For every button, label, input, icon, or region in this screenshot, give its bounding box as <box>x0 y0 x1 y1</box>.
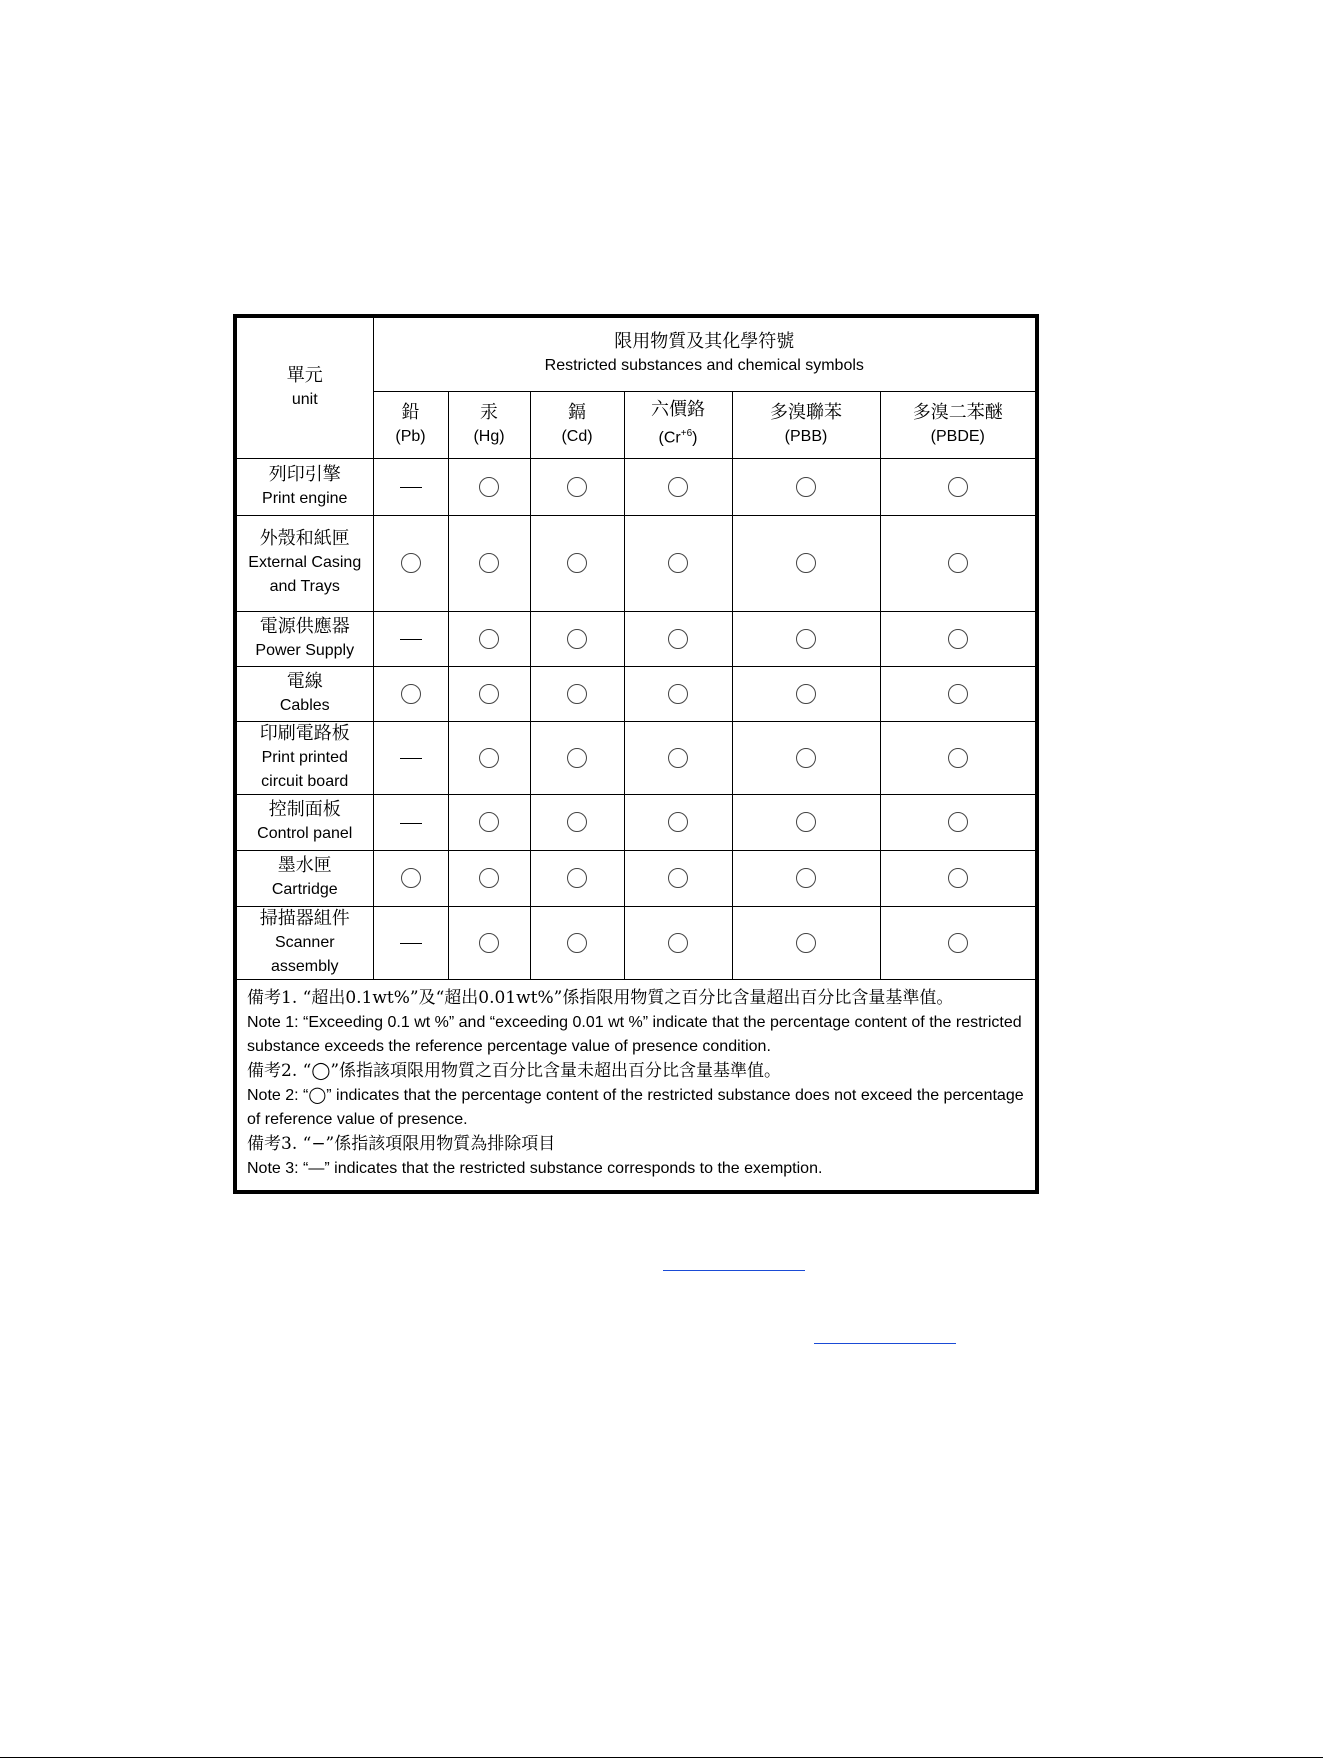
table-row <box>237 906 1035 979</box>
not-exceeding-mark <box>479 684 499 704</box>
unit-cell <box>237 458 373 515</box>
value-cell-cd <box>530 906 624 979</box>
unit-name-zh: 電源供應器 <box>259 615 350 637</box>
page-bottom-rule <box>0 1757 1323 1758</box>
value-cell-cd <box>530 458 624 515</box>
value-cell-pb <box>373 666 448 721</box>
hyperlink-underline-1[interactable] <box>663 1270 805 1271</box>
value-cell-hg <box>448 611 530 666</box>
value-cell-cr6 <box>624 666 732 721</box>
value-cell-pb <box>373 515 448 611</box>
unit-cell <box>237 850 373 906</box>
value-cell-pbb <box>732 721 880 794</box>
unit-name-en: Power Supply <box>255 641 355 659</box>
value-cell-pbb <box>732 611 880 666</box>
exemption-mark <box>400 758 422 759</box>
unit-header-zh: 單元 <box>286 364 323 386</box>
value-cell-hg <box>448 850 530 906</box>
note-3-zh: 備考3. “−”係指該項限用物質為排除項目 <box>247 1133 556 1154</box>
not-exceeding-mark <box>796 684 816 704</box>
value-cell-pbde <box>880 666 1035 721</box>
not-exceeding-mark <box>567 812 587 832</box>
not-exceeding-mark <box>479 812 499 832</box>
not-exceeding-mark <box>948 812 968 832</box>
hyperlink-underline-2[interactable] <box>814 1343 956 1344</box>
value-cell-hg <box>448 458 530 515</box>
not-exceeding-mark <box>948 553 968 573</box>
substance-symbol: (PBDE) <box>930 427 985 445</box>
value-cell-hg <box>448 515 530 611</box>
value-cell-cd <box>530 611 624 666</box>
not-exceeding-mark <box>668 868 688 888</box>
substance-symbol: (Pb) <box>395 427 426 445</box>
not-exceeding-mark <box>668 477 688 497</box>
substance-zh: 鉛 <box>401 401 420 423</box>
value-cell-cd <box>530 794 624 850</box>
not-exceeding-mark <box>401 553 421 573</box>
not-exceeding-mark <box>668 629 688 649</box>
value-cell-cr6 <box>624 515 732 611</box>
not-exceeding-mark <box>796 477 816 497</box>
rohs-table-frame <box>233 314 1039 1194</box>
value-cell-cd <box>530 666 624 721</box>
not-exceeding-mark <box>796 933 816 953</box>
not-exceeding-mark <box>668 553 688 573</box>
substance-header-hg <box>448 391 530 458</box>
unit-name-zh: 墨水匣 <box>277 855 332 876</box>
not-exceeding-mark <box>479 477 499 497</box>
substances-group-zh: 限用物質及其化學符號 <box>614 331 795 353</box>
unit-name-en: Scanner assembly <box>270 933 339 975</box>
value-cell-cr6 <box>624 721 732 794</box>
unit-name-zh: 掃描器組件 <box>259 907 350 929</box>
value-cell-pb <box>373 794 448 850</box>
unit-name-en: Print printed circuit board <box>261 748 349 790</box>
not-exceeding-mark <box>567 933 587 953</box>
not-exceeding-mark <box>479 748 499 768</box>
exemption-mark <box>400 487 422 488</box>
not-exceeding-mark <box>567 629 587 649</box>
value-cell-pb <box>373 721 448 794</box>
not-exceeding-mark <box>668 748 688 768</box>
value-cell-pb <box>373 850 448 906</box>
not-exceeding-mark <box>796 868 816 888</box>
not-exceeding-mark <box>796 812 816 832</box>
exemption-mark <box>400 823 422 824</box>
substance-header-pbb <box>732 391 880 458</box>
note-2-zh: 備考2. “◯”係指該項限用物質之百分比含量未超出百分比含量基準值。 <box>247 1060 782 1081</box>
value-cell-pbde <box>880 850 1035 906</box>
unit-cell <box>237 906 373 979</box>
not-exceeding-mark <box>567 748 587 768</box>
unit-name-en: External Casing and Trays <box>248 554 362 595</box>
not-exceeding-mark <box>668 933 688 953</box>
substance-symbol: (Cd) <box>561 427 593 445</box>
value-cell-cr6 <box>624 906 732 979</box>
substance-symbol: (Hg) <box>473 427 505 445</box>
value-cell-pbde <box>880 515 1035 611</box>
substances-group-header <box>373 318 1035 391</box>
not-exceeding-mark <box>948 868 968 888</box>
table-row <box>237 611 1035 666</box>
exemption-mark <box>400 943 422 944</box>
not-exceeding-mark <box>948 933 968 953</box>
value-cell-pbb <box>732 666 880 721</box>
table-row <box>237 721 1035 794</box>
unit-cell <box>237 611 373 666</box>
unit-cell <box>237 721 373 794</box>
not-exceeding-mark <box>479 553 499 573</box>
value-cell-cd <box>530 721 624 794</box>
value-cell-pbde <box>880 721 1035 794</box>
value-cell-pbde <box>880 794 1035 850</box>
substance-zh: 多溴二苯醚 <box>912 401 1003 423</box>
note-1-en: Note 1: “Exceeding 0.1 wt %” and “exceeding 0.01 wt %” indicate that the percentage content of the restricted substance exceeds the reference percentage value of presence condition. <box>247 1013 1022 1055</box>
not-exceeding-mark <box>479 629 499 649</box>
not-exceeding-mark <box>948 629 968 649</box>
value-cell-cr6 <box>624 794 732 850</box>
unit-name-en: Cartridge <box>271 881 338 898</box>
not-exceeding-mark <box>668 812 688 832</box>
substance-header-cd <box>530 391 624 458</box>
unit-name-zh: 外殼和紙匣 <box>259 528 350 549</box>
symbol-superscript: +6 <box>680 428 693 440</box>
exemption-mark <box>400 639 422 640</box>
not-exceeding-mark <box>567 553 587 573</box>
substance-symbol: (PBB) <box>784 427 828 445</box>
substance-zh: 多溴聯苯 <box>770 401 842 423</box>
not-exceeding-mark <box>567 477 587 497</box>
unit-name-en: Cables <box>279 696 330 714</box>
not-exceeding-mark <box>948 477 968 497</box>
table-row <box>237 666 1035 721</box>
unit-name-zh: 控制面板 <box>268 799 341 820</box>
substance-zh: 鎘 <box>568 401 586 423</box>
notes-cell <box>237 979 1035 1191</box>
unit-name-zh: 電線 <box>286 670 323 692</box>
note-2-en: Note 2: “◯” indicates that the percentage content of the restricted substance does not exceed the percentage of reference value of presence. <box>247 1086 1024 1128</box>
unit-name-zh: 列印引擎 <box>268 463 341 485</box>
not-exceeding-mark <box>796 748 816 768</box>
not-exceeding-mark <box>796 553 816 573</box>
not-exceeding-mark <box>567 684 587 704</box>
not-exceeding-mark <box>401 868 421 888</box>
unit-name-en: Control panel <box>257 825 353 842</box>
substance-header-cr6 <box>624 391 732 458</box>
value-cell-pb <box>373 906 448 979</box>
unit-header-en: unit <box>291 390 318 408</box>
symbol-base: (Cr <box>658 429 681 447</box>
value-cell-pb <box>373 611 448 666</box>
value-cell-pbde <box>880 906 1035 979</box>
not-exceeding-mark <box>401 684 421 704</box>
not-exceeding-mark <box>948 748 968 768</box>
value-cell-hg <box>448 721 530 794</box>
value-cell-pbb <box>732 794 880 850</box>
value-cell-pbde <box>880 611 1035 666</box>
value-cell-cr6 <box>624 458 732 515</box>
unit-cell <box>237 666 373 721</box>
value-cell-cd <box>530 850 624 906</box>
not-exceeding-mark <box>796 629 816 649</box>
substances-group-en: Restricted substances and chemical symbols <box>544 357 864 375</box>
value-cell-cd <box>530 515 624 611</box>
value-cell-pbb <box>732 906 880 979</box>
note-3-en: Note 3: “—” indicates that the restricted substance corresponds to the exemption. <box>247 1159 823 1177</box>
value-cell-pb <box>373 458 448 515</box>
value-cell-pbb <box>732 850 880 906</box>
unit-cell <box>237 794 373 850</box>
substance-zh: 汞 <box>480 401 498 423</box>
value-cell-cr6 <box>624 850 732 906</box>
not-exceeding-mark <box>948 684 968 704</box>
table-row <box>237 794 1035 850</box>
value-cell-cr6 <box>624 611 732 666</box>
not-exceeding-mark <box>479 933 499 953</box>
substance-header-pbde <box>880 391 1035 458</box>
not-exceeding-mark <box>479 868 499 888</box>
value-cell-pbde <box>880 458 1035 515</box>
value-cell-hg <box>448 666 530 721</box>
substance-header-pb <box>373 391 448 458</box>
value-cell-hg <box>448 794 530 850</box>
not-exceeding-mark <box>668 684 688 704</box>
table-row <box>237 458 1035 515</box>
unit-name-zh: 印刷電路板 <box>259 722 350 744</box>
restricted-substances-table <box>237 318 1035 1191</box>
unit-cell <box>237 515 373 611</box>
not-exceeding-mark <box>567 868 587 888</box>
value-cell-pbb <box>732 458 880 515</box>
symbol-end: ) <box>692 429 698 447</box>
unit-header-cell <box>237 318 373 458</box>
note-1-zh: 備考1. “超出0.1wt%”及“超出0.01wt%”係指限用物質之百分比含量超出百分比含量基準值。 <box>247 987 954 1008</box>
table-row <box>237 515 1035 611</box>
table-row <box>237 850 1035 906</box>
substance-zh: 六價鉻 <box>651 399 705 421</box>
value-cell-hg <box>448 906 530 979</box>
value-cell-pbb <box>732 515 880 611</box>
unit-name-en: Print engine <box>262 489 348 507</box>
substance-symbol <box>625 422 732 450</box>
